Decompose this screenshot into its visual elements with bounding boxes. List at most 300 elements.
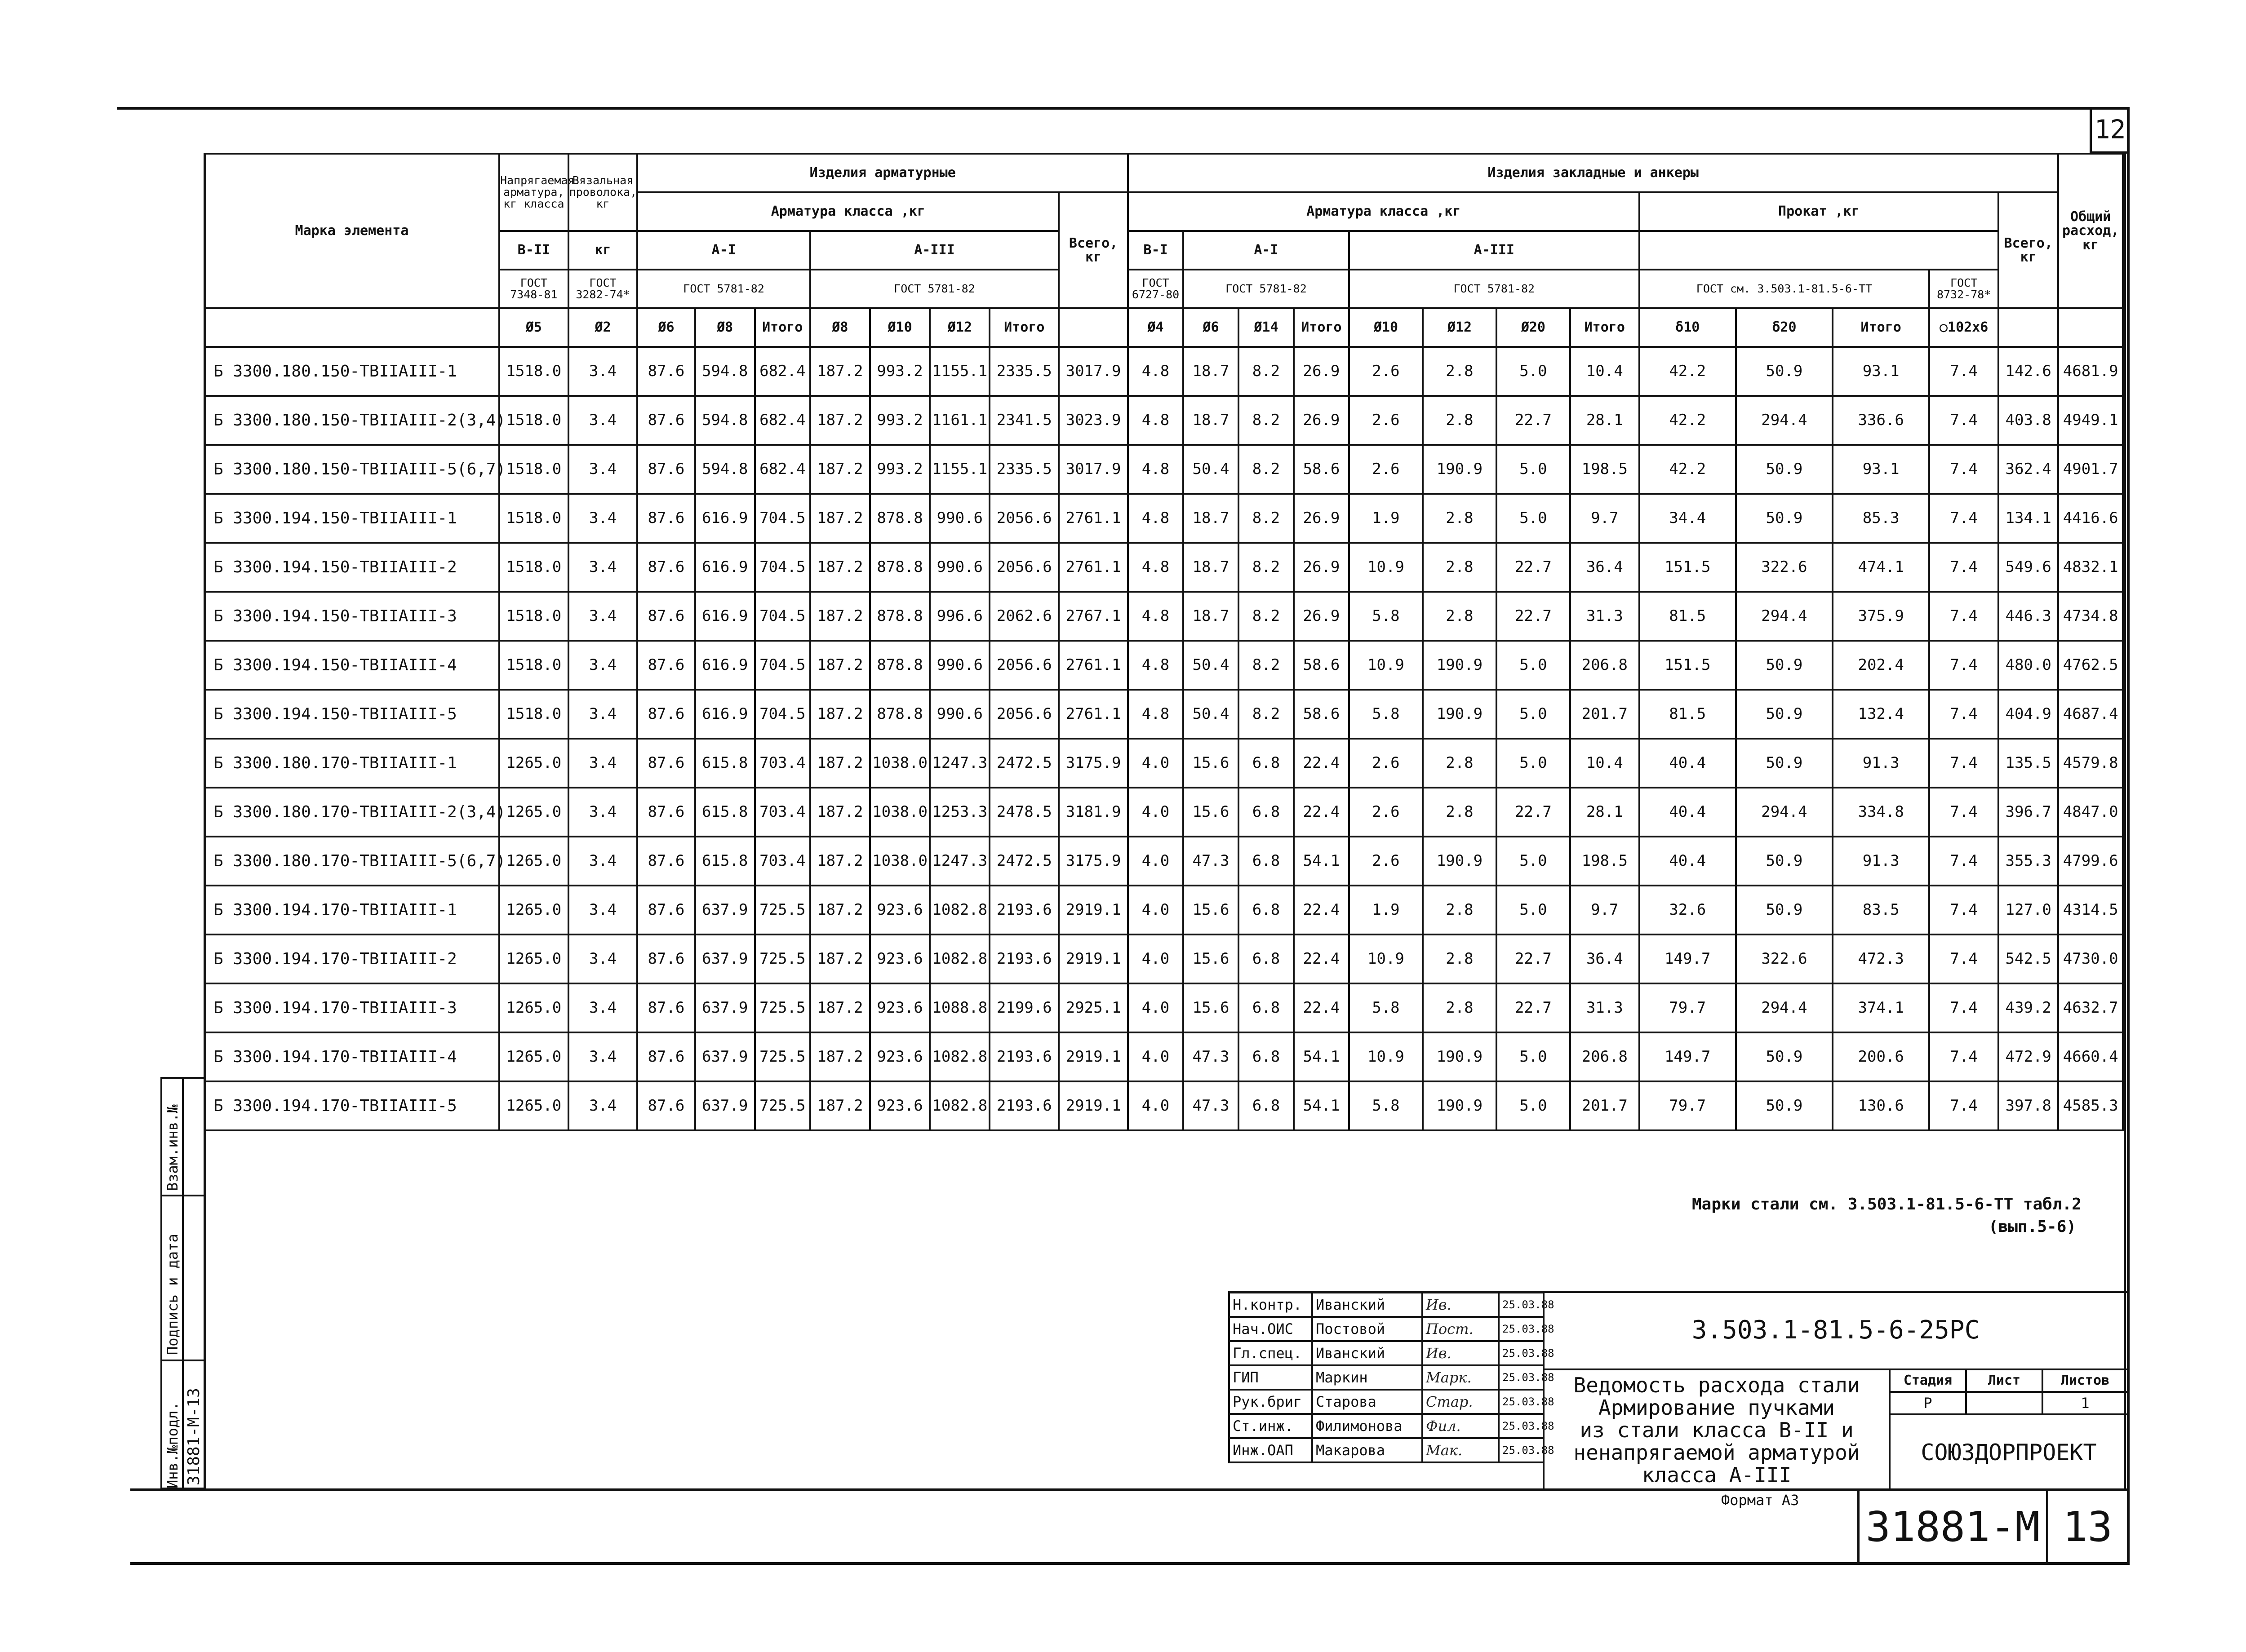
header-prestressed: Напрягаемая арматура, кг класса xyxy=(499,154,568,231)
table-cell: 87.6 xyxy=(637,494,695,543)
table-cell: 4949.1 xyxy=(2058,396,2123,445)
table-cell: 923.6 xyxy=(870,935,930,983)
table-cell: 18.7 xyxy=(1183,543,1238,592)
table-cell: 375.9 xyxy=(1833,592,1929,641)
header-embedded: Изделия закладные и анкеры xyxy=(1128,154,2058,192)
table-cell: 4681.9 xyxy=(2058,347,2123,396)
table-cell: 5.0 xyxy=(1496,1081,1570,1130)
table-cell: 15.6 xyxy=(1183,935,1238,983)
table-cell: 615.8 xyxy=(695,788,755,837)
table-cell: 22.4 xyxy=(1294,886,1349,935)
table-cell: 616.9 xyxy=(695,641,755,690)
table-cell: 3175.9 xyxy=(1059,837,1128,886)
diam-col: Ø8 xyxy=(810,308,870,347)
table-cell: 190.9 xyxy=(1423,641,1496,690)
sig-date: 25.03.88 xyxy=(1499,1317,1544,1341)
table-cell: 923.6 xyxy=(870,1081,930,1130)
element-mark: Б 3300.180.170-ТВIIАIII-5(6,7) xyxy=(204,837,499,886)
table-cell: 4.8 xyxy=(1128,347,1183,396)
table-cell: 3.4 xyxy=(568,1032,638,1081)
table-cell: 4579.8 xyxy=(2058,739,2123,788)
table-cell: 28.1 xyxy=(1570,396,1639,445)
header-arm-class: Арматура класса ,кг xyxy=(637,192,1059,231)
table-cell: 22.4 xyxy=(1294,983,1349,1032)
diam-col: Итого xyxy=(755,308,810,347)
table-cell: 42.2 xyxy=(1639,445,1736,494)
table-cell: 4.8 xyxy=(1128,396,1183,445)
table-cell: 334.8 xyxy=(1833,788,1929,837)
table-cell: 4.8 xyxy=(1128,494,1183,543)
table-cell: 542.5 xyxy=(1998,935,2058,983)
sig-signature: Фил. xyxy=(1422,1414,1499,1438)
table-cell: 4.0 xyxy=(1128,1032,1183,1081)
table-cell: 2.6 xyxy=(1349,445,1423,494)
table-cell: 3.4 xyxy=(568,396,638,445)
table-cell: 87.6 xyxy=(637,1081,695,1130)
table-cell: 322.6 xyxy=(1736,935,1833,983)
table-cell: 396.7 xyxy=(1998,788,2058,837)
bottom-border-line xyxy=(130,1562,2130,1565)
sig-signature: Пост. xyxy=(1422,1317,1499,1341)
table-cell: 22.4 xyxy=(1294,739,1349,788)
table-cell: 1518.0 xyxy=(499,396,568,445)
table-cell: 50.9 xyxy=(1736,886,1833,935)
table-cell: 3.4 xyxy=(568,1081,638,1130)
table-cell: 8.2 xyxy=(1238,347,1294,396)
table-cell: 294.4 xyxy=(1736,592,1833,641)
diam-col: Ø6 xyxy=(637,308,695,347)
table-cell: 1038.0 xyxy=(870,837,930,886)
table-cell: 2056.6 xyxy=(990,494,1059,543)
table-cell: 682.4 xyxy=(755,347,810,396)
table-cell: 4.0 xyxy=(1128,1081,1183,1130)
table-cell: 34.4 xyxy=(1639,494,1736,543)
table-cell: 474.1 xyxy=(1833,543,1929,592)
sig-name: Постовой xyxy=(1312,1317,1422,1341)
table-cell: 3.4 xyxy=(568,347,638,396)
table-cell: 6.8 xyxy=(1238,1032,1294,1081)
table-cell: 58.6 xyxy=(1294,641,1349,690)
table-cell: 996.6 xyxy=(930,592,990,641)
table-cell: 1518.0 xyxy=(499,445,568,494)
table-cell: 79.7 xyxy=(1639,983,1736,1032)
table-cell: 2761.1 xyxy=(1059,690,1128,739)
table-cell: 4.8 xyxy=(1128,445,1183,494)
sheets-value: 1 xyxy=(2043,1393,2127,1415)
doc-title-line-2: Армирование пучками xyxy=(1598,1395,1835,1420)
table-cell: 187.2 xyxy=(810,445,870,494)
table-cell: 4730.0 xyxy=(2058,935,2123,983)
table-cell: 93.1 xyxy=(1833,445,1929,494)
table-cell: 2193.6 xyxy=(990,1081,1059,1130)
table-row xyxy=(204,886,2123,935)
doc-title-line-4: ненапрягаемой арматурой xyxy=(1573,1440,1860,1465)
table-cell: 4832.1 xyxy=(2058,543,2123,592)
table-cell: 3017.9 xyxy=(1059,347,1128,396)
sig-date: 25.03.88 xyxy=(1499,1293,1544,1317)
table-cell: 3.4 xyxy=(568,592,638,641)
table-cell: 4632.7 xyxy=(2058,983,2123,1032)
table-cell: 10.9 xyxy=(1349,935,1423,983)
table-cell: 149.7 xyxy=(1639,1032,1736,1081)
table-cell: 7.4 xyxy=(1929,494,1998,543)
table-cell: 8.2 xyxy=(1238,445,1294,494)
table-cell: 637.9 xyxy=(695,1081,755,1130)
table-cell: 725.5 xyxy=(755,1032,810,1081)
table-cell: 26.9 xyxy=(1294,396,1349,445)
table-cell: 725.5 xyxy=(755,886,810,935)
table-cell: 1265.0 xyxy=(499,739,568,788)
table-row xyxy=(204,1081,2123,1130)
sig-name: Макарова xyxy=(1312,1438,1422,1462)
table-cell: 2193.6 xyxy=(990,886,1059,935)
diam-col: Итого xyxy=(1294,308,1349,347)
table-cell: 87.6 xyxy=(637,935,695,983)
inv-number-value: 31881-М-13 xyxy=(185,1388,203,1485)
table-cell: 149.7 xyxy=(1639,935,1736,983)
table-cell: 637.9 xyxy=(695,1032,755,1081)
table-cell: 4799.6 xyxy=(2058,837,2123,886)
table-cell: 201.7 xyxy=(1570,690,1639,739)
element-mark: Б 3300.194.170-ТВIIАIII-4 xyxy=(204,1032,499,1081)
sig-role: Нач.ОИС xyxy=(1229,1317,1312,1341)
sig-role: Н.контр. xyxy=(1229,1293,1312,1317)
table-cell: 7.4 xyxy=(1929,983,1998,1032)
table-cell: 87.6 xyxy=(637,983,695,1032)
format-label: Формат А3 xyxy=(1721,1492,1799,1509)
table-row xyxy=(204,396,2123,445)
element-mark: Б 3300.194.150-ТВIIАIII-5 xyxy=(204,690,499,739)
table-cell: 3.4 xyxy=(568,935,638,983)
table-cell: 190.9 xyxy=(1423,690,1496,739)
diam-col: ○102х6 xyxy=(1929,308,1998,347)
table-cell: 725.5 xyxy=(755,1081,810,1130)
header-total-embedded: Всего, кг xyxy=(1998,192,2058,308)
table-cell: 187.2 xyxy=(810,690,870,739)
table-cell: 187.2 xyxy=(810,788,870,837)
element-mark: Б 3300.194.170-ТВIIАIII-5 xyxy=(204,1081,499,1130)
label-podpis-data: Подпись и дата xyxy=(164,1234,181,1355)
table-cell: 187.2 xyxy=(810,1081,870,1130)
sig-signature: Ив. xyxy=(1422,1341,1499,1365)
table-cell: 397.8 xyxy=(1998,1081,2058,1130)
table-cell: 5.0 xyxy=(1496,739,1570,788)
table-cell: 187.2 xyxy=(810,886,870,935)
table-cell: 5.0 xyxy=(1496,886,1570,935)
doc-title-line-3: из стали класса В-II и xyxy=(1580,1418,1854,1442)
table-cell: 615.8 xyxy=(695,739,755,788)
table-cell: 135.5 xyxy=(1998,739,2058,788)
table-cell: 87.6 xyxy=(637,641,695,690)
steel-note-line1: Марки стали см. 3.503.1-81.5-6-ТТ табл.2 xyxy=(1692,1195,2082,1214)
table-cell: 87.6 xyxy=(637,690,695,739)
table-cell: 3.4 xyxy=(568,788,638,837)
side-stamp xyxy=(160,1077,204,1489)
table-cell: 1265.0 xyxy=(499,983,568,1032)
table-cell: 6.8 xyxy=(1238,886,1294,935)
diam-col: Ø8 xyxy=(695,308,755,347)
doc-title-line-1: Ведомость расхода стали xyxy=(1573,1373,1860,1397)
header-a1b: А-I xyxy=(1183,231,1349,270)
table-cell: 50.9 xyxy=(1736,1032,1833,1081)
table-cell: 50.4 xyxy=(1183,641,1238,690)
table-cell: 616.9 xyxy=(695,592,755,641)
sig-name: Иванский xyxy=(1312,1341,1422,1365)
table-cell: 2193.6 xyxy=(990,1032,1059,1081)
table-cell: 1518.0 xyxy=(499,690,568,739)
signature-row xyxy=(1229,1414,1544,1438)
table-cell: 878.8 xyxy=(870,543,930,592)
table-cell: 703.4 xyxy=(755,837,810,886)
table-cell: 2335.5 xyxy=(990,347,1059,396)
table-cell: 294.4 xyxy=(1736,983,1833,1032)
header-a1: А-I xyxy=(637,231,810,270)
table-cell: 5.0 xyxy=(1496,690,1570,739)
table-row xyxy=(204,690,2123,739)
table-cell: 1518.0 xyxy=(499,592,568,641)
table-cell: 15.6 xyxy=(1183,739,1238,788)
table-cell: 7.4 xyxy=(1929,886,1998,935)
table-cell: 4734.8 xyxy=(2058,592,2123,641)
table-cell: 480.0 xyxy=(1998,641,2058,690)
signature-row xyxy=(1229,1341,1544,1365)
table-cell: 704.5 xyxy=(755,592,810,641)
table-cell: 2.8 xyxy=(1423,739,1496,788)
table-cell: 1082.8 xyxy=(930,1032,990,1081)
table-cell: 5.8 xyxy=(1349,690,1423,739)
table-cell: 1082.8 xyxy=(930,886,990,935)
table-cell: 2925.1 xyxy=(1059,983,1128,1032)
table-row xyxy=(204,983,2123,1032)
element-mark: Б 3300.194.150-ТВIIАIII-1 xyxy=(204,494,499,543)
diam-col: Ø12 xyxy=(1423,308,1496,347)
table-cell: 198.5 xyxy=(1570,837,1639,886)
sig-date: 25.03.88 xyxy=(1499,1438,1544,1462)
element-mark: Б 3300.194.170-ТВIIАIII-3 xyxy=(204,983,499,1032)
table-cell: 187.2 xyxy=(810,494,870,543)
diam-col: δ20 xyxy=(1736,308,1833,347)
diam-col: δ10 xyxy=(1639,308,1736,347)
table-cell: 1518.0 xyxy=(499,347,568,396)
sig-role: Рук.бриг xyxy=(1229,1390,1312,1414)
table-cell: 2.8 xyxy=(1423,494,1496,543)
table-cell: 4.0 xyxy=(1128,935,1183,983)
signature-row xyxy=(1229,1293,1544,1317)
header-rolled: Прокат ,кг xyxy=(1639,192,1998,231)
element-mark: Б 3300.180.150-ТВIIАIII-1 xyxy=(204,347,499,396)
table-cell: 87.6 xyxy=(637,396,695,445)
table-cell: 2.8 xyxy=(1423,886,1496,935)
table-cell: 594.8 xyxy=(695,347,755,396)
table-cell: 2341.5 xyxy=(990,396,1059,445)
table-cell: 5.0 xyxy=(1496,641,1570,690)
table-row xyxy=(204,935,2123,983)
header-b1: В-I xyxy=(1128,231,1183,270)
table-cell: 616.9 xyxy=(695,690,755,739)
table-cell: 81.5 xyxy=(1639,690,1736,739)
table-cell: 9.7 xyxy=(1570,886,1639,935)
table-cell: 1253.3 xyxy=(930,788,990,837)
table-cell: 58.6 xyxy=(1294,690,1349,739)
table-cell: 190.9 xyxy=(1423,837,1496,886)
table-cell: 200.6 xyxy=(1833,1032,1929,1081)
header-gost-8732: ГОСТ 8732-78* xyxy=(1929,270,1998,308)
table-row xyxy=(204,788,2123,837)
sig-role: Инж.ОАП xyxy=(1229,1438,1312,1462)
sig-signature: Марк. xyxy=(1422,1365,1499,1390)
element-mark: Б 3300.194.150-ТВIIАIII-4 xyxy=(204,641,499,690)
table-cell: 923.6 xyxy=(870,983,930,1032)
table-cell: 1265.0 xyxy=(499,935,568,983)
table-cell: 4.8 xyxy=(1128,592,1183,641)
table-cell: 1.9 xyxy=(1349,886,1423,935)
table-cell: 187.2 xyxy=(810,739,870,788)
table-cell: 18.7 xyxy=(1183,494,1238,543)
table-cell: 87.6 xyxy=(637,886,695,935)
table-cell: 187.2 xyxy=(810,1032,870,1081)
sheet-number: 12 xyxy=(2094,114,2126,145)
table-cell: 127.0 xyxy=(1998,886,2058,935)
table-cell: 187.2 xyxy=(810,396,870,445)
table-cell: 2.8 xyxy=(1423,935,1496,983)
table-cell: 93.1 xyxy=(1833,347,1929,396)
sig-role: Гл.спец. xyxy=(1229,1341,1312,1365)
table-cell: 4416.6 xyxy=(2058,494,2123,543)
table-cell: 3017.9 xyxy=(1059,445,1128,494)
table-cell: 7.4 xyxy=(1929,543,1998,592)
table-cell: 704.5 xyxy=(755,494,810,543)
table-cell: 18.7 xyxy=(1183,396,1238,445)
table-cell: 993.2 xyxy=(870,396,930,445)
table-cell: 1265.0 xyxy=(499,837,568,886)
table-cell: 31.3 xyxy=(1570,983,1639,1032)
table-cell: 4314.5 xyxy=(2058,886,2123,935)
table-cell: 2919.1 xyxy=(1059,935,1128,983)
table-cell: 50.9 xyxy=(1736,1081,1833,1130)
table-cell: 4.0 xyxy=(1128,983,1183,1032)
table-cell: 3.4 xyxy=(568,445,638,494)
table-cell: 1082.8 xyxy=(930,935,990,983)
sig-name: Старова xyxy=(1312,1390,1422,1414)
table-cell: 704.5 xyxy=(755,641,810,690)
steel-consumption-table xyxy=(204,153,2124,1131)
table-cell: 1247.3 xyxy=(930,739,990,788)
table-cell: 322.6 xyxy=(1736,543,1833,592)
table-cell: 2919.1 xyxy=(1059,886,1128,935)
header-gost-b1: ГОСТ 6727-80 xyxy=(1128,270,1183,308)
table-cell: 10.9 xyxy=(1349,641,1423,690)
table-cell: 7.4 xyxy=(1929,739,1998,788)
table-cell: 2193.6 xyxy=(990,935,1059,983)
table-row xyxy=(204,347,2123,396)
table-cell: 637.9 xyxy=(695,886,755,935)
table-cell: 336.6 xyxy=(1833,396,1929,445)
header-b2: В-II xyxy=(499,231,568,270)
table-cell: 355.3 xyxy=(1998,837,2058,886)
table-cell: 2.8 xyxy=(1423,543,1496,592)
element-mark: Б 3300.180.150-ТВIIАIII-5(6,7) xyxy=(204,445,499,494)
table-cell: 132.4 xyxy=(1833,690,1929,739)
table-cell: 6.8 xyxy=(1238,837,1294,886)
table-cell: 2056.6 xyxy=(990,690,1059,739)
header-total: Всего, кг xyxy=(1059,192,1128,308)
table-cell: 2.6 xyxy=(1349,837,1423,886)
table-cell: 1161.1 xyxy=(930,396,990,445)
table-cell: 28.1 xyxy=(1570,788,1639,837)
table-cell: 294.4 xyxy=(1736,788,1833,837)
table-row xyxy=(204,494,2123,543)
signature-table xyxy=(1228,1292,1554,1463)
table-cell: 7.4 xyxy=(1929,347,1998,396)
table-cell: 446.3 xyxy=(1998,592,2058,641)
sig-date: 25.03.88 xyxy=(1499,1414,1544,1438)
table-cell: 81.5 xyxy=(1639,592,1736,641)
table-cell: 4.8 xyxy=(1128,690,1183,739)
table-cell: 472.9 xyxy=(1998,1032,2058,1081)
table-cell: 190.9 xyxy=(1423,1081,1496,1130)
header-gost-rolled: ГОСТ см. 3.503.1-81.5-6-ТТ xyxy=(1639,270,1930,308)
table-cell: 6.8 xyxy=(1238,788,1294,837)
table-cell: 3.4 xyxy=(568,690,638,739)
table-cell: 704.5 xyxy=(755,690,810,739)
sig-role: Ст.инж. xyxy=(1229,1414,1312,1438)
table-cell: 4762.5 xyxy=(2058,641,2123,690)
doc-title-line-5: класса А-III xyxy=(1642,1463,1792,1487)
table-cell: 22.4 xyxy=(1294,935,1349,983)
table-cell: 22.7 xyxy=(1496,983,1570,1032)
header-gost-a3b: ГОСТ 5781-82 xyxy=(1349,270,1639,308)
table-cell: 2767.1 xyxy=(1059,592,1128,641)
table-cell: 187.2 xyxy=(810,592,870,641)
table-cell: 1518.0 xyxy=(499,543,568,592)
table-cell: 704.5 xyxy=(755,543,810,592)
table-cell: 50.4 xyxy=(1183,690,1238,739)
table-cell: 2.6 xyxy=(1349,739,1423,788)
stage-grid xyxy=(1891,1370,2127,1415)
table-cell: 682.4 xyxy=(755,396,810,445)
right-border-line xyxy=(2127,107,2130,1565)
table-cell: 187.2 xyxy=(810,983,870,1032)
table-cell: 7.4 xyxy=(1929,1081,1998,1130)
table-row xyxy=(204,543,2123,592)
table-row xyxy=(204,739,2123,788)
table-cell: 22.7 xyxy=(1496,543,1570,592)
table-cell: 83.5 xyxy=(1833,886,1929,935)
header-gost-wire: ГОСТ 3282-74* xyxy=(568,270,638,308)
table-cell: 294.4 xyxy=(1736,396,1833,445)
table-cell: 2.8 xyxy=(1423,396,1496,445)
table-cell: 2478.5 xyxy=(990,788,1059,837)
table-cell: 151.5 xyxy=(1639,543,1736,592)
element-mark: Б 3300.194.150-ТВIIАIII-3 xyxy=(204,592,499,641)
table-cell: 7.4 xyxy=(1929,690,1998,739)
table-cell: 1265.0 xyxy=(499,886,568,935)
table-cell: 3.4 xyxy=(568,543,638,592)
table-cell: 5.0 xyxy=(1496,445,1570,494)
table-cell: 6.8 xyxy=(1238,739,1294,788)
diam-col: Ø2 xyxy=(568,308,638,347)
table-cell: 187.2 xyxy=(810,935,870,983)
table-cell: 50.9 xyxy=(1736,837,1833,886)
table-cell: 1155.1 xyxy=(930,347,990,396)
diam-col: Ø10 xyxy=(1349,308,1423,347)
table-cell: 703.4 xyxy=(755,739,810,788)
table-cell: 87.6 xyxy=(637,837,695,886)
table-cell: 198.5 xyxy=(1570,445,1639,494)
table-cell: 151.5 xyxy=(1639,641,1736,690)
table-cell: 6.8 xyxy=(1238,1081,1294,1130)
table-cell: 3.4 xyxy=(568,494,638,543)
